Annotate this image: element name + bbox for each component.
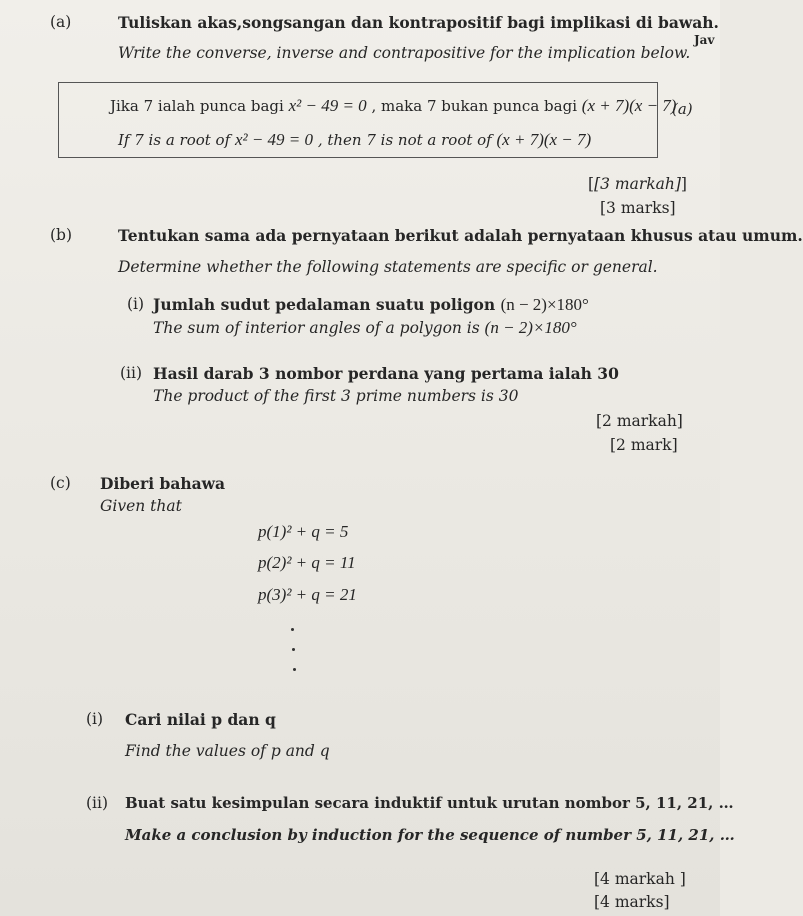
implication-malay-expression: (x + 7)(x − 7) — [581, 96, 677, 115]
part-b-i-english — [153, 318, 577, 338]
part-a-label: (a) — [50, 13, 72, 31]
implication-malay — [110, 96, 676, 116]
part-b-question-malay: Tentukan sama ada pernyataan berikut adalah pernyataan khusus atau umum. — [118, 226, 803, 245]
part-c-i-malay: Cari nilai p dan q — [125, 710, 276, 729]
equation-2: p(2)² + q = 11 — [258, 553, 356, 572]
part-b-i-label: (i) — [127, 295, 145, 313]
marks-a-malay-text: [3 markah] — [594, 175, 681, 193]
part-c-ii-english: Make a conclusion by induction for the sequence of number 5, 11, 21, … — [125, 826, 735, 844]
part-c-i-english: Find the values of p and q — [125, 742, 330, 760]
part-b-i-malay-text: Jumlah sudut pedalaman suatu poligon — [153, 295, 496, 314]
implication-malay-equation: x² − 49 = 0 — [288, 96, 367, 115]
part-c-label: (c) — [50, 474, 71, 492]
part-b-label: (b) — [50, 226, 73, 244]
part-a-question-malay: Tuliskan akas,songsangan dan kontrapositif bagi implikasi di bawah. — [118, 13, 719, 32]
continuation-dot — [293, 668, 296, 671]
marks-a-malay: [[3 markah]] — [588, 175, 687, 193]
marks-c-english: [4 marks] — [594, 893, 670, 911]
part-b-ii-malay: Hasil darab 3 nombor perdana yang pertama ialah 30 — [153, 364, 619, 383]
part-b-question-english: Determine whether the following statements are specific or general. — [118, 258, 658, 276]
part-c-i-label: (i) — [86, 710, 104, 728]
implication-english — [118, 130, 591, 150]
implication-english-equation: x² − 49 = 0 — [234, 130, 314, 149]
equation-3: p(3)² + q = 21 — [258, 585, 357, 604]
equation-1: p(1)² + q = 5 — [258, 522, 349, 541]
part-c-ii-label: (ii) — [86, 794, 109, 812]
marks-a-english: [3 marks] — [600, 199, 676, 217]
part-b-ii-label: (ii) — [120, 364, 143, 382]
continuation-dot — [292, 648, 295, 651]
marks-b-malay: [2 markah] — [596, 412, 683, 430]
continuation-dot — [291, 628, 294, 631]
marks-c-malay: [4 markah ] — [594, 870, 686, 888]
part-b-i-english-expression: (n − 2)×180° — [484, 318, 577, 337]
part-c-given-english: Given that — [100, 497, 182, 515]
implication-english-pre: If 7 is a root of — [118, 131, 231, 149]
part-b-i-english-text: The sum of interior angles of a polygon is — [153, 319, 480, 337]
part-c-given-malay: Diberi bahawa — [100, 474, 226, 493]
part-a-question-english: Write the converse, inverse and contrapositive for the implication below. — [118, 44, 691, 62]
side-label-a: (a) — [672, 100, 693, 118]
part-c-ii-malay: Buat satu kesimpulan secara induktif untuk urutan nombor 5, 11, 21, … — [125, 794, 734, 812]
part-b-i-malay-expression: (n − 2)×180° — [500, 295, 589, 314]
part-b-i-malay — [153, 295, 589, 315]
implication-english-expression: (x + 7)(x − 7) — [496, 130, 592, 149]
marks-b-english: [2 mark] — [610, 436, 678, 454]
part-b-ii-english: The product of the first 3 prime numbers is 30 — [153, 387, 519, 405]
implication-malay-pre: Jika 7 ialah punca bagi — [110, 97, 284, 115]
implication-english-mid: , then 7 is not a root of — [317, 131, 492, 149]
implication-malay-mid: , maka 7 bukan punca bagi — [371, 97, 577, 115]
corner-text: Jav — [694, 33, 715, 47]
